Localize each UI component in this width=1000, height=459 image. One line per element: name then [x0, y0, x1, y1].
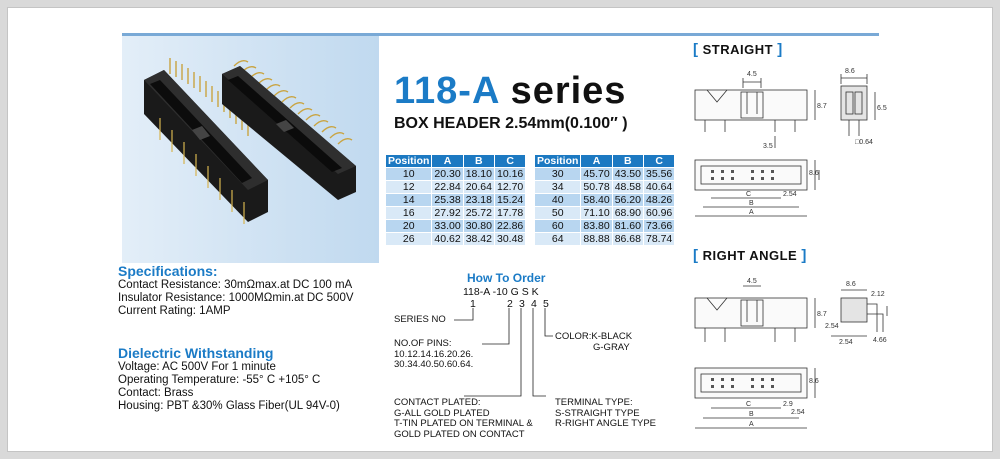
- table-cell: 10: [386, 168, 432, 181]
- table-row: [386, 194, 526, 207]
- col-position: Position: [535, 155, 581, 168]
- dim-b: B: [749, 411, 754, 418]
- dim-0-64: □0.64: [855, 139, 873, 146]
- spec-line: Current Rating: 1AMP: [118, 305, 231, 317]
- dim-8-7: 8.7: [817, 103, 827, 110]
- table-cell: 25.72: [463, 207, 494, 220]
- table-cell: 60: [535, 220, 581, 233]
- straight-label: STRAIGHT: [702, 42, 774, 57]
- col-position: Position: [386, 155, 432, 168]
- straight-top-view: [691, 158, 821, 228]
- dim-c: C: [746, 401, 752, 408]
- table-cell: 78.74: [643, 233, 674, 246]
- pins-title: NO.OF PINS:: [394, 338, 452, 349]
- table-cell: 14: [386, 194, 432, 207]
- table-cell: 12: [386, 181, 432, 194]
- right-angle-title: [ RIGHT ANGLE ]: [693, 247, 807, 264]
- order-index-2: 2: [507, 298, 513, 310]
- right-angle-top-view: [691, 366, 821, 440]
- table-cell: 22.86: [494, 220, 525, 233]
- table-row: [386, 207, 526, 220]
- table-row: [535, 181, 675, 194]
- table-cell: 15.24: [494, 194, 525, 207]
- table-cell: 20.64: [463, 181, 494, 194]
- dim-8-6: 8.6: [845, 68, 855, 75]
- dim-4-66: 4.66: [873, 337, 887, 344]
- col-c: C: [643, 155, 674, 168]
- dielectric-line: Operating Temperature: -55° C +105° C: [118, 374, 321, 386]
- col-a: A: [432, 155, 463, 168]
- dim-b: B: [749, 200, 754, 207]
- dielectric-line: Housing: PBT &30% Glass Fiber(UL 94V-0): [118, 400, 340, 412]
- table-cell: 26: [386, 233, 432, 246]
- table-cell: 60.96: [643, 207, 674, 220]
- box-header-subtitle: BOX HEADER 2.54mm(0.100″ ): [394, 115, 628, 132]
- series-word: series: [510, 70, 627, 112]
- table-cell: 33.00: [432, 220, 463, 233]
- table-cell: 43.50: [612, 168, 643, 181]
- dim-6-5: 6.5: [877, 105, 887, 112]
- order-color: [555, 332, 632, 353]
- table-cell: 30: [535, 168, 581, 181]
- table-header-row: [535, 155, 675, 168]
- table-cell: 40.62: [432, 233, 463, 246]
- order-pins: [394, 339, 473, 371]
- table-cell: 45.70: [581, 168, 612, 181]
- dim-a: A: [749, 421, 754, 428]
- table-cell: 56.20: [612, 194, 643, 207]
- dim-4-5: 4.5: [747, 278, 757, 285]
- pins-line: 30.34.40.50.60.64.: [394, 359, 474, 370]
- dim-8-7: 8.7: [817, 311, 827, 318]
- dielectric-line: Contact: Brass: [118, 387, 194, 399]
- table-cell: 58.40: [581, 194, 612, 207]
- specifications-body: [118, 279, 354, 318]
- table-row: [535, 194, 675, 207]
- order-index-4: 4: [531, 298, 537, 310]
- right-angle-side-view: [691, 276, 891, 366]
- table-cell: 20.30: [432, 168, 463, 181]
- dim-3-5: 3.5: [763, 143, 773, 150]
- table-cell: 34: [535, 181, 581, 194]
- table-cell: 40: [535, 194, 581, 207]
- dimension-table-right: [534, 154, 675, 246]
- table-cell: 40.64: [643, 181, 674, 194]
- table-cell: 38.42: [463, 233, 494, 246]
- table-cell: 88.88: [581, 233, 612, 246]
- order-series-no: SERIES NO: [394, 314, 446, 325]
- dim-a: A: [749, 209, 754, 216]
- order-code: 118-A -10 G S K: [463, 286, 539, 298]
- dimension-table-left: [385, 154, 526, 246]
- series-number: 118-A: [394, 70, 499, 112]
- straight-side-view: [691, 70, 891, 160]
- spec-line: Insulator Resistance: 1000MΩmin.at DC 500V: [118, 292, 354, 304]
- straight-title: [ STRAIGHT ]: [693, 41, 783, 58]
- table-cell: 48.26: [643, 194, 674, 207]
- dim-2-54-b: 2.54: [839, 339, 853, 346]
- table-cell: 23.18: [463, 194, 494, 207]
- table-cell: 50: [535, 207, 581, 220]
- table-row: [386, 168, 526, 181]
- table-cell: 17.78: [494, 207, 525, 220]
- product-sheet: [7, 7, 993, 452]
- contact-line: T-TIN PLATED ON TERMINAL &: [394, 418, 533, 429]
- specifications-title: Specifications:: [118, 263, 218, 279]
- pins-line: 10.12.14.16.20.26.: [394, 348, 474, 360]
- order-index-5: 5: [543, 298, 549, 310]
- dielectric-title: Dielectric Withstanding: [118, 345, 274, 361]
- table-header-row: [386, 155, 526, 168]
- how-to-order-title: How To Order: [467, 271, 546, 285]
- contact-line: GOLD PLATED ON CONTACT: [394, 428, 525, 440]
- col-a: A: [581, 155, 612, 168]
- table-cell: 73.66: [643, 220, 674, 233]
- table-cell: 22.84: [432, 181, 463, 194]
- right-angle-label: RIGHT ANGLE: [702, 248, 798, 263]
- product-photo: [130, 40, 370, 254]
- right-table-body: [535, 168, 675, 246]
- table-cell: 30.48: [494, 233, 525, 246]
- dielectric-body: [118, 361, 340, 413]
- col-b: B: [463, 155, 494, 168]
- terminal-line: S-STRAIGHT TYPE: [555, 407, 640, 419]
- table-cell: 50.78: [581, 181, 612, 194]
- order-terminal: [555, 398, 656, 430]
- dim-2-54: 2.54: [825, 323, 839, 330]
- table-cell: 71.10: [581, 207, 612, 220]
- table-cell: 27.92: [432, 207, 463, 220]
- dim-2-54: 2.54: [791, 409, 805, 416]
- col-c: C: [494, 155, 525, 168]
- table-cell: 12.70: [494, 181, 525, 194]
- dim-2-12: 2.12: [871, 291, 885, 298]
- dim-8-6-b: 8.6: [809, 378, 819, 385]
- dim-2-54: 2.54: [783, 191, 797, 198]
- table-cell: 20: [386, 220, 432, 233]
- table-cell: 18.10: [463, 168, 494, 181]
- dim-4-5: 4.5: [747, 71, 757, 78]
- table-cell: 81.60: [612, 220, 643, 233]
- color-line: G-GRAY: [593, 341, 630, 353]
- table-cell: 86.68: [612, 233, 643, 246]
- color-title: COLOR:K-BLACK: [555, 331, 633, 342]
- table-cell: 10.16: [494, 168, 525, 181]
- terminal-title: TERMINAL TYPE:: [555, 397, 633, 408]
- series-title: [394, 70, 626, 113]
- dim-8-6: 8.6: [846, 281, 856, 288]
- order-contact: [394, 398, 533, 440]
- table-cell: 68.90: [612, 207, 643, 220]
- top-accent-line: [122, 33, 879, 36]
- order-index-1: 1: [470, 298, 476, 310]
- table-row: [535, 168, 675, 181]
- table-row: [386, 220, 526, 233]
- table-cell: 25.38: [432, 194, 463, 207]
- col-b: B: [612, 155, 643, 168]
- table-cell: 30.80: [463, 220, 494, 233]
- order-index-3: 3: [519, 298, 525, 310]
- dim-c: C: [746, 191, 752, 198]
- table-row: [535, 233, 675, 246]
- spec-line: Contact Resistance: 30mΩmax.at DC 100 mA: [118, 279, 353, 291]
- contact-line: G-ALL GOLD PLATED: [394, 407, 490, 419]
- dim-2-9: 2.9: [783, 401, 793, 408]
- left-table-body: [386, 168, 526, 246]
- contact-title: CONTACT PLATED:: [394, 397, 481, 408]
- table-cell: 16: [386, 207, 432, 220]
- table-row: [535, 207, 675, 220]
- table-row: [386, 181, 526, 194]
- dim-8-6-b: 8.6: [809, 170, 819, 177]
- table-cell: 35.56: [643, 168, 674, 181]
- table-cell: 48.58: [612, 181, 643, 194]
- terminal-line: R-RIGHT ANGLE TYPE: [555, 418, 657, 429]
- table-cell: 64: [535, 233, 581, 246]
- table-row: [535, 220, 675, 233]
- dielectric-line: Voltage: AC 500V For 1 minute: [118, 361, 276, 373]
- table-cell: 83.80: [581, 220, 612, 233]
- table-row: [386, 233, 526, 246]
